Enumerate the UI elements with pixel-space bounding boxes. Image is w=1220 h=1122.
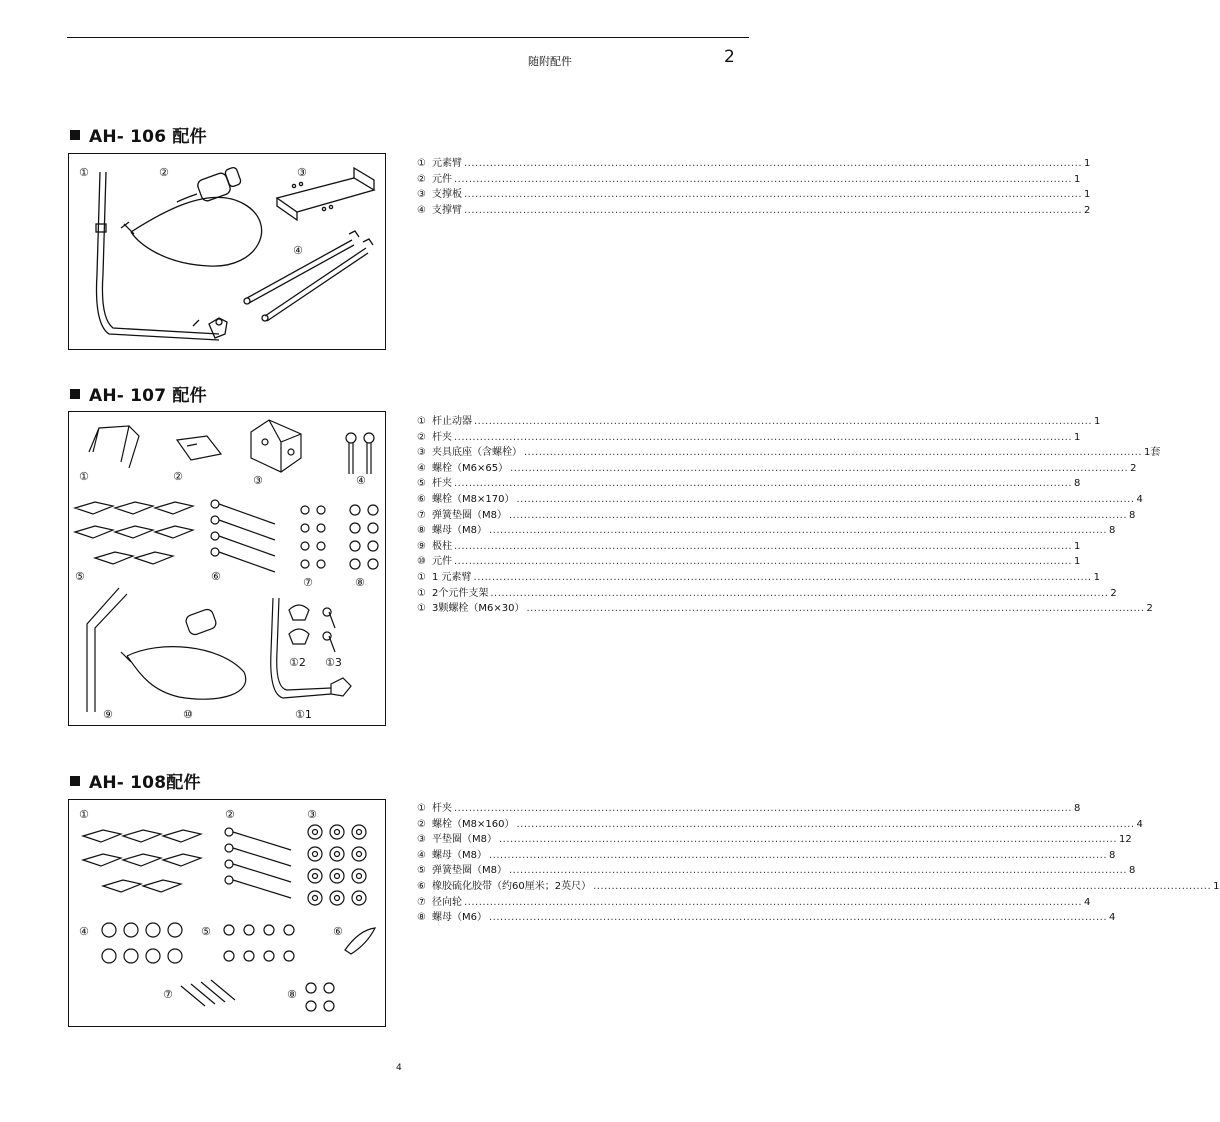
fig-label: ⑨ bbox=[103, 708, 113, 721]
parts-list-ah108 bbox=[417, 799, 1220, 924]
section-title-ah106: AH- 106 配件 bbox=[70, 122, 207, 147]
element-cable-drawing bbox=[121, 608, 246, 699]
element-cable-drawing bbox=[121, 166, 262, 266]
element-arm-drawing bbox=[271, 598, 331, 698]
fig-label: ① bbox=[79, 470, 89, 483]
footer-page-label: 4 bbox=[396, 1063, 402, 1073]
figure-ah108 bbox=[68, 799, 386, 1027]
arm-clamp-drawing bbox=[331, 678, 351, 696]
parts-list-ah106 bbox=[417, 154, 1091, 216]
spring-washers-drawing bbox=[224, 925, 294, 961]
figure-ah106-drawing bbox=[69, 154, 385, 349]
header-page-number: 2 bbox=[724, 47, 735, 67]
fig-label: ⑧ bbox=[355, 576, 365, 589]
list-item: ③ 支撑板 ........................................................................................................................................................................ 1 bbox=[417, 189, 1091, 201]
list-item: ⑥ 橡胶硫化胶带（约60厘米；2英尺） ........................................................................................................................................................................ 1 bbox=[417, 880, 1220, 892]
section-title-ah108: AH- 108配件 bbox=[70, 768, 201, 793]
list-item: ⑧ 螺母（M8） ........................................................................................................................................................................ 8 bbox=[417, 525, 1116, 537]
section-title-ah107: AH- 107 配件 bbox=[70, 381, 207, 406]
fig-label: ② bbox=[225, 808, 235, 821]
bolts-m8x160-drawing bbox=[225, 828, 291, 898]
fig-label: ① bbox=[79, 808, 89, 821]
fig-label: ④ bbox=[293, 244, 303, 257]
fig-label: ⑦ bbox=[163, 988, 173, 1001]
fig-label: ③ bbox=[307, 808, 317, 821]
fig-label: ③ bbox=[253, 474, 263, 487]
list-item: ② 杆夹 ........................................................................................................................................................................ 1 bbox=[417, 431, 1081, 443]
square-bullet-icon bbox=[70, 776, 80, 786]
fig-label: ①3 bbox=[325, 656, 342, 669]
fig-label: ⑩ bbox=[183, 708, 193, 721]
fig-label: ⑤ bbox=[201, 925, 211, 938]
pole-clamps-drawing bbox=[75, 502, 193, 564]
pole-clamps-drawing bbox=[83, 830, 201, 892]
list-item: ④ 螺栓（M6×65） ........................................................................................................................................................................ 2 bbox=[417, 462, 1137, 474]
list-item: ③ 平垫圈（M8） ........................................................................................................................................................................ 12 bbox=[417, 834, 1132, 846]
fig-label: ③ bbox=[297, 166, 307, 179]
fig-label: ①2 bbox=[289, 656, 306, 669]
flat-washers-drawing bbox=[308, 825, 366, 905]
list-item: ⑤ 弹簧垫圈（M8） ........................................................................................................................................................................ 8 bbox=[417, 865, 1136, 877]
clamp-base-drawing bbox=[251, 420, 301, 472]
list-item: ④ 螺母（M8） ........................................................................................................................................................................ 8 bbox=[417, 849, 1116, 861]
list-item: ② 螺栓（M8×160） ........................................................................................................................................................................ 4 bbox=[417, 818, 1143, 830]
figure-ah107-drawing bbox=[69, 412, 385, 725]
list-item: ④ 支撑臂 ........................................................................................................................................................................ 2 bbox=[417, 204, 1091, 216]
nuts-m8-drawing bbox=[102, 923, 182, 963]
list-item: ⑦ 弹簧垫圈（M8） ........................................................................................................................................................................ 8 bbox=[417, 509, 1136, 521]
figure-ah107 bbox=[68, 411, 386, 726]
bolts-m6-drawing bbox=[346, 433, 374, 474]
list-item: ① 杆止动器 ........................................................................................................................................................................ 1 bbox=[417, 416, 1101, 427]
pole-drawing bbox=[87, 588, 127, 712]
radial-wheels-drawing bbox=[181, 980, 235, 1006]
parts-list-ah107 bbox=[417, 412, 1161, 615]
tape-drawing bbox=[345, 928, 375, 954]
fig-label: ⑦ bbox=[303, 576, 313, 589]
fig-label: ④ bbox=[79, 925, 89, 938]
nuts-m6-drawing bbox=[306, 983, 334, 1011]
figure-ah108-drawing bbox=[69, 800, 385, 1026]
pole-clamp-drawing bbox=[177, 436, 221, 460]
list-item: ① 1 元素臂 ........................................................................................................................................................................ 1 bbox=[417, 571, 1100, 583]
list-item: ③ 夹具底座（含螺栓） ........................................................................................................................................................................ 1套 bbox=[417, 447, 1161, 459]
fig-label: ② bbox=[159, 166, 169, 179]
list-item: ⑧ 螺母（M6） ........................................................................................................................................................................ 4 bbox=[417, 912, 1116, 924]
fig-label: ① bbox=[79, 166, 89, 179]
long-bolts-drawing bbox=[211, 500, 275, 572]
square-bullet-icon bbox=[70, 389, 80, 399]
spring-washers-drawing bbox=[301, 506, 325, 568]
fig-label: ⑤ bbox=[75, 570, 85, 583]
element-holders-drawing bbox=[289, 605, 309, 644]
list-item: ① 元素臂 ........................................................................................................................................................................ 1 bbox=[417, 158, 1091, 169]
fig-label: ⑧ bbox=[287, 988, 297, 1001]
list-item: ⑤ 杆夹 ........................................................................................................................................................................ 8 bbox=[417, 478, 1081, 490]
nuts-m8-drawing bbox=[350, 505, 378, 569]
list-item: ① 杆夹 ........................................................................................................................................................................ 8 bbox=[417, 803, 1081, 814]
list-item: ① 3颗螺栓（M6×30） ........................................................................................................................................................................ 2 bbox=[417, 603, 1153, 615]
list-item: ⑦ 径向轮 ........................................................................................................................................................................ 4 bbox=[417, 896, 1091, 908]
fig-label: ② bbox=[173, 470, 183, 483]
list-item: ① 2个元件支架 ........................................................................................................................................................................ 2 bbox=[417, 587, 1117, 599]
pole-stopper-drawing bbox=[89, 426, 139, 468]
fig-label: ①1 bbox=[295, 708, 312, 721]
list-item: ⑨ 极柱 ........................................................................................................................................................................ 1 bbox=[417, 540, 1081, 552]
list-item: ⑥ 螺栓（M8×170） ........................................................................................................................................................................ 4 bbox=[417, 493, 1143, 505]
bolts-m6x30-drawing bbox=[323, 608, 335, 652]
support-arms-drawing bbox=[244, 231, 373, 321]
square-bullet-icon bbox=[70, 130, 80, 140]
list-item: ② 元件 ........................................................................................................................................................................ 1 bbox=[417, 173, 1081, 185]
support-plate-drawing bbox=[277, 168, 374, 220]
fig-label: ⑥ bbox=[211, 570, 221, 583]
fig-label: ⑥ bbox=[333, 925, 343, 938]
header-title: 随附配件 bbox=[528, 55, 572, 68]
list-item: ⑩ 元件 ........................................................................................................................................................................ 1 bbox=[417, 556, 1081, 568]
figure-ah106 bbox=[68, 153, 386, 350]
fig-label: ④ bbox=[356, 474, 366, 487]
header-rule bbox=[67, 37, 749, 38]
